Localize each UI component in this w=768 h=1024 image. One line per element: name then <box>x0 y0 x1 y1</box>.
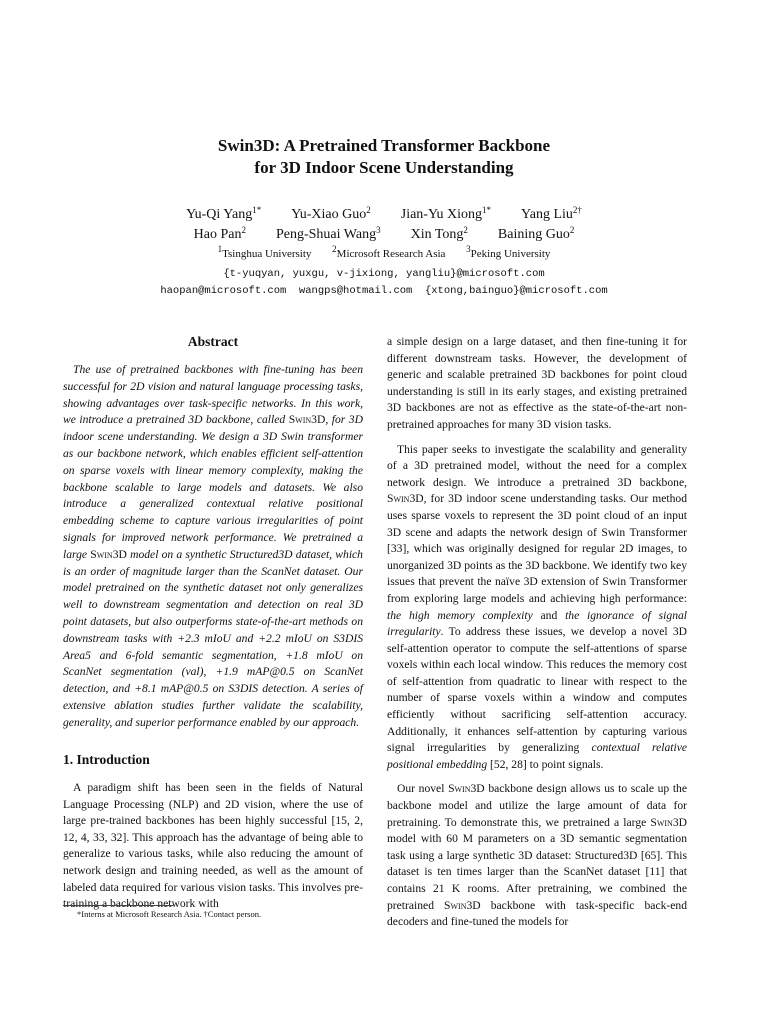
text-run: model with 60 M parameters on a 3D semantic segmentation task using a large synthetic 3D dataset: Structured3D [65]. This dataset is ten times larger than the ScanNet dataset [11] that contains 21 K rooms. After pretraining, we combined the pretrained <box>387 832 687 912</box>
author <box>521 205 582 225</box>
abstract-heading: Abstract <box>187 334 239 349</box>
footnote-divider <box>63 905 173 906</box>
affiliation-sup: 2 <box>332 244 337 254</box>
author-name: Peng-Shuai Wang <box>275 227 377 242</box>
affiliation-name: Peking University <box>470 248 551 260</box>
text-run: backbone with task-specific back-end decoders and fine-tuned the models for <box>387 898 687 929</box>
author <box>411 225 468 245</box>
intro-paragraph: A paradigm shift has been seen in the fields of Natural Language Processing (NLP) and 2D vision, where the use of large pre-trained backbones has been highly successful [15, 2, 12, 4, 33, 32]. This approach has the advantage of being able to generalize to various tasks, while also reducing the amount of network design and training needed, as well as the amount of labeled data required for various vision tasks. This involves pre-training a backbone network with <box>63 781 363 911</box>
author-sup: 3 <box>376 225 381 235</box>
author <box>291 205 371 225</box>
email-block <box>0 266 768 300</box>
footnote: *Interns at Microsoft Research Asia. †Contact person. <box>77 909 262 919</box>
author-sup: 1* <box>482 205 492 215</box>
author-row-2 <box>0 225 768 245</box>
method-name: Swin3D <box>448 782 485 796</box>
author-name: Yu-Qi Yang <box>186 207 253 222</box>
affiliation <box>332 244 446 260</box>
introduction-section <box>63 750 363 913</box>
title-line-2: for 3D Indoor Scene Understanding <box>254 158 514 177</box>
author <box>401 205 491 225</box>
author-name: Jian-Yu Xiong <box>400 207 483 222</box>
author <box>276 225 381 245</box>
method-name: Swin3D <box>444 898 481 912</box>
paragraph <box>387 781 687 930</box>
author-sup: 2 <box>241 225 246 235</box>
affiliation <box>466 244 551 260</box>
left-column <box>63 332 363 732</box>
author-name: Xin Tong <box>410 227 464 242</box>
text-run: Our novel <box>397 782 449 796</box>
affiliation-sup: 1 <box>217 244 223 254</box>
author-sup: 1* <box>252 205 262 215</box>
affiliation-sup: 3 <box>466 244 471 254</box>
abstract-part: model on a synthetic Structured3D dataset, which is an order of magnitude larger than the ScanNet dataset. Our model pretrained on the synthetic dataset not only generalizes well to downstream segmentation and detection on real 3D point datasets, but also outperforms state-of-the-art methods on downstream tasks with +2.3 mIoU and +2.2 mIoU on S3DIS Area5 and 6-fold semantic segmentation, +1.8 mIoU on ScanNet segmentation (val), +1.9 mAP@0.5 on ScanNet detection, and +8.1 mAP@0.5 on S3DIS detection. A series of extensive ablation studies further validate the scalability, generality, and superior performance enabled by our approach. <box>63 547 363 729</box>
right-column <box>387 334 687 939</box>
text-run: This paper seeks to investigate the scalability and generality of a 3D pretrained model, without the need for a complex network design. We introduce a pretrained 3D backbone, <box>387 442 687 489</box>
affiliation-name: Microsoft Research Asia <box>336 248 446 260</box>
affiliation <box>217 244 312 260</box>
text-run: [52, 28] to point signals. <box>487 757 604 771</box>
text-run: , for 3D indoor scene understanding tasks. Our method uses sparse voxels to represent the 3D point cloud of an input 3D scene and adapts the network design of Swin Transformer [33], which was originally designed for regular 2D images, to unorganized 3D points as the 3D backbone. We identify two key issues that prevent the naïve 3D extension of Swin Transformer from exploring large models and achieving high performance: <box>387 492 687 605</box>
method-name: Swin3D <box>650 815 687 829</box>
text-run: and <box>532 608 566 622</box>
author-sup: 2 <box>463 225 468 235</box>
author-sup: 2† <box>572 205 582 215</box>
affiliations <box>0 244 768 261</box>
author-name: Baining Guo <box>497 227 570 242</box>
method-name: Swin3D <box>288 413 326 427</box>
method-name: Swin3D <box>387 492 424 506</box>
emphasis: the ignorance of signal irregularity <box>387 608 688 639</box>
author-sup: 2 <box>569 225 575 235</box>
author-list <box>0 205 768 245</box>
paragraph: a simple design on a large dataset, and then fine-tuning it for different downstream tasks. However, the development of generic and scalable pretrained 3D backbones for point cloud understanding is still in its early stages, and existing pretrained 3D backbones are not as effective as the state-of-the-art non-pretrained approaches for many 3D vision tasks. <box>387 335 687 431</box>
author <box>194 225 246 245</box>
email-line-1: {t-yuqyan, yuxgu, v-jixiong, yangliu}@microsoft.com <box>223 268 545 280</box>
method-name: Swin3D <box>90 547 127 561</box>
text-run: . To address these issues, we develop a novel 3D self-attention operator to compute the self-attentions of sparse voxels within each local window. This reduces the memory cost of self-attention from quadratic to linear with respect to the number of sparse voxels within a window and computes efficiently without sacrificing self-attention accuracy. Additionally, it enhances self-attention by capturing various signal irregularities by generalizing <box>387 625 687 755</box>
author-name: Yang Liu <box>521 207 573 222</box>
author-name: Hao Pan <box>193 227 242 242</box>
author-name: Yu-Xiao Guo <box>291 207 367 222</box>
title-line-1: Swin3D: A Pretrained Transformer Backbone <box>217 136 551 155</box>
paper-title <box>0 135 768 179</box>
emphasis: the high memory complexity <box>387 608 533 622</box>
section-heading: 1. Introduction <box>63 752 150 767</box>
paragraph <box>387 442 687 774</box>
abstract-part: , for 3D indoor scene understanding. We design a 3D Swin transformer as our backbone network, which enables efficient self-attention on sparse voxels with linear memory complexity, making the backbone scalable to large models and datasets. We also introduce a generalized contextual relative positional embedding scheme to capture various irregularities of point signals for improved network performance. We pretrained a large <box>63 413 363 561</box>
author <box>186 205 261 225</box>
author <box>498 225 574 245</box>
text-run: backbone design allows us to scale up the backbone model and utilize the large amount of data for pretraining. To demonstrate this, we pretrained a large <box>387 782 687 829</box>
author-row-1 <box>0 205 768 225</box>
author-sup: 2 <box>366 205 371 215</box>
email-line-2: haopan@microsoft.com wangps@hotmail.com {xtong,bainguo}@microsoft.com <box>160 285 608 297</box>
affiliation-name: Tsinghua University <box>222 248 312 260</box>
emphasis: contextual relative positional embedding <box>387 741 687 771</box>
abstract-text <box>63 362 363 732</box>
abstract-part: The use of pretrained backbones with fine-tuning has been successful for 2D vision and natural language processing tasks, showing advantages over task-specific networks. In this work, we introduce a pretrained 3D backbone, called <box>63 363 363 427</box>
